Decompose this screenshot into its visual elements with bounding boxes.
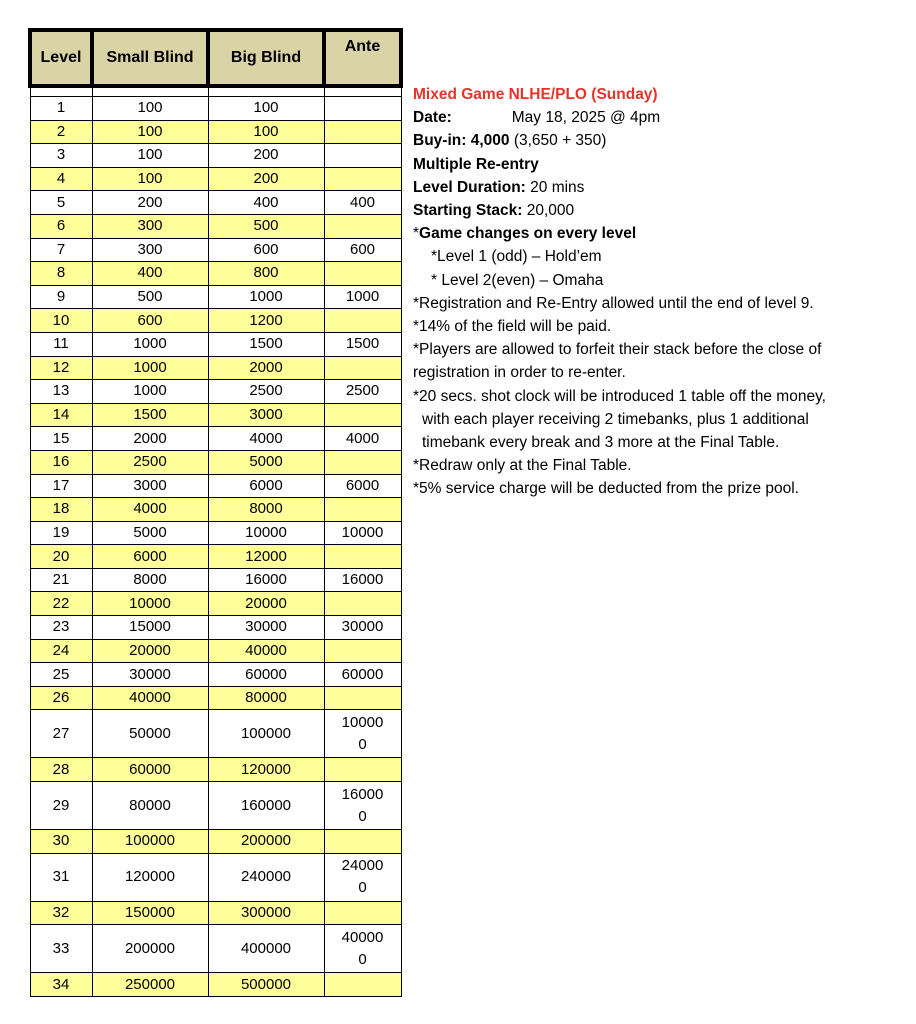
big-blind-cell: 1500 bbox=[208, 332, 324, 356]
header-small-blind: Small Blind bbox=[92, 30, 208, 86]
header-big-blind: Big Blind bbox=[208, 30, 324, 86]
table-row bbox=[30, 853, 401, 901]
small-blind-cell: 200000 bbox=[92, 925, 208, 973]
ante-cell bbox=[324, 144, 401, 168]
big-blind-cell: 100000 bbox=[208, 710, 324, 758]
small-blind-cell: 100 bbox=[92, 167, 208, 191]
small-blind-cell: 60000 bbox=[92, 758, 208, 782]
small-blind-cell: 200 bbox=[92, 191, 208, 215]
ante-cell bbox=[324, 901, 401, 925]
ante-cell bbox=[324, 262, 401, 286]
table-row bbox=[30, 782, 401, 830]
small-blind-cell: 100 bbox=[92, 144, 208, 168]
ante-cell bbox=[324, 830, 401, 854]
table-row bbox=[30, 144, 401, 168]
small-blind-cell: 20000 bbox=[92, 639, 208, 663]
table-row bbox=[30, 380, 401, 404]
big-blind-cell: 4000 bbox=[208, 427, 324, 451]
starting-stack-value: 20,000 bbox=[526, 202, 575, 220]
table-row bbox=[30, 332, 401, 356]
ante-cell bbox=[324, 545, 401, 569]
table-row bbox=[30, 545, 401, 569]
level-cell: 7 bbox=[30, 238, 92, 262]
table-row bbox=[30, 427, 401, 451]
level-cell: 23 bbox=[30, 616, 92, 640]
level-cell: 22 bbox=[30, 592, 92, 616]
ante-cell bbox=[324, 214, 401, 238]
ante-cell bbox=[324, 592, 401, 616]
big-blind-cell: 1200 bbox=[208, 309, 324, 333]
big-blind-cell: 800 bbox=[208, 262, 324, 286]
buyin-label: Buy-in: bbox=[413, 132, 467, 150]
rule-shotclock-2: with each player receiving 2 timebanks, plus 1 additional bbox=[422, 410, 809, 428]
big-blind-cell: 16000 bbox=[208, 568, 324, 592]
big-blind-cell: 500 bbox=[208, 214, 324, 238]
small-blind-cell: 300 bbox=[92, 214, 208, 238]
level-cell: 32 bbox=[30, 901, 92, 925]
big-blind-cell: 1000 bbox=[208, 285, 324, 309]
level-cell: 4 bbox=[30, 167, 92, 191]
table-row bbox=[30, 356, 401, 380]
buyin-line bbox=[413, 129, 893, 152]
starting-stack-line bbox=[413, 199, 893, 222]
big-blind-cell: 500000 bbox=[208, 973, 324, 997]
level-cell: 13 bbox=[30, 380, 92, 404]
big-blind-cell: 8000 bbox=[208, 498, 324, 522]
level-cell: 24 bbox=[30, 639, 92, 663]
rule-service: *5% service charge will be deducted from the prize pool. bbox=[413, 480, 799, 498]
table-row bbox=[30, 309, 401, 333]
level-cell: 30 bbox=[30, 830, 92, 854]
ante-cell bbox=[324, 309, 401, 333]
level-cell: 2 bbox=[30, 120, 92, 144]
rule-shotclock-3: timebank every break and 3 more at the Final Table. bbox=[422, 434, 780, 452]
ante-cell bbox=[324, 356, 401, 380]
big-blind-cell: 10000 bbox=[208, 521, 324, 545]
table-row bbox=[30, 639, 401, 663]
small-blind-cell: 50000 bbox=[92, 710, 208, 758]
level-cell: 9 bbox=[30, 285, 92, 309]
game-changes-text: Game changes on every level bbox=[419, 225, 637, 243]
small-blind-cell: 4000 bbox=[92, 498, 208, 522]
small-blind-cell: 1000 bbox=[92, 356, 208, 380]
table-row bbox=[30, 403, 401, 427]
small-blind-cell: 30000 bbox=[92, 663, 208, 687]
big-blind-cell: 200 bbox=[208, 144, 324, 168]
small-blind-cell: 2000 bbox=[92, 427, 208, 451]
buyin-breakdown: (3,650 + 350) bbox=[513, 132, 607, 150]
table-row bbox=[30, 616, 401, 640]
level-cell: 17 bbox=[30, 474, 92, 498]
level-odd-line: *Level 1 (odd) – Hold’em bbox=[431, 248, 602, 266]
level-cell: 25 bbox=[30, 663, 92, 687]
level-cell: 1 bbox=[30, 97, 92, 121]
ante-cell bbox=[324, 403, 401, 427]
small-blind-cell: 120000 bbox=[92, 853, 208, 901]
table-row bbox=[30, 710, 401, 758]
ante-cell: 400 bbox=[324, 191, 401, 215]
table-row bbox=[30, 262, 401, 286]
table-row bbox=[30, 973, 401, 997]
level-cell: 20 bbox=[30, 545, 92, 569]
big-blind-cell: 240000 bbox=[208, 853, 324, 901]
ante-cell bbox=[324, 97, 401, 121]
big-blind-cell: 30000 bbox=[208, 616, 324, 640]
big-blind-cell: 3000 bbox=[208, 403, 324, 427]
ante-cell: 600 bbox=[324, 238, 401, 262]
ante-cell: 240000 bbox=[324, 853, 401, 901]
reentry-line bbox=[413, 153, 893, 176]
ante-cell: 10000 bbox=[324, 521, 401, 545]
small-blind-cell: 3000 bbox=[92, 474, 208, 498]
rule-forfeit-2: registration in order to re-enter. bbox=[413, 364, 626, 382]
small-blind-cell: 5000 bbox=[92, 521, 208, 545]
big-blind-cell: 600 bbox=[208, 238, 324, 262]
big-blind-cell: 40000 bbox=[208, 639, 324, 663]
ante-cell: 16000 bbox=[324, 568, 401, 592]
header-spacer bbox=[30, 86, 401, 97]
game-changes-prefix: * bbox=[413, 225, 420, 243]
small-blind-cell: 1500 bbox=[92, 403, 208, 427]
date-value: May 18, 2025 @ 4pm bbox=[511, 109, 661, 127]
level-cell: 31 bbox=[30, 853, 92, 901]
big-blind-cell: 400000 bbox=[208, 925, 324, 973]
table-row bbox=[30, 214, 401, 238]
table-row bbox=[30, 97, 401, 121]
small-blind-cell: 300 bbox=[92, 238, 208, 262]
ante-cell: 4000 bbox=[324, 427, 401, 451]
small-blind-cell: 2500 bbox=[92, 450, 208, 474]
table-row bbox=[30, 663, 401, 687]
small-blind-cell: 500 bbox=[92, 285, 208, 309]
big-blind-cell: 5000 bbox=[208, 450, 324, 474]
small-blind-cell: 6000 bbox=[92, 545, 208, 569]
big-blind-cell: 100 bbox=[208, 97, 324, 121]
small-blind-cell: 100 bbox=[92, 120, 208, 144]
small-blind-cell: 150000 bbox=[92, 901, 208, 925]
level-cell: 3 bbox=[30, 144, 92, 168]
table-row bbox=[30, 686, 401, 710]
reentry-text: Multiple Re-entry bbox=[413, 155, 539, 173]
rule-redraw: *Redraw only at the Final Table. bbox=[413, 457, 632, 475]
date-line bbox=[413, 106, 893, 129]
table-row bbox=[30, 521, 401, 545]
level-even-line: * Level 2(even) – Omaha bbox=[431, 271, 604, 289]
big-blind-cell: 20000 bbox=[208, 592, 324, 616]
big-blind-cell: 6000 bbox=[208, 474, 324, 498]
small-blind-cell: 400 bbox=[92, 262, 208, 286]
rule-shotclock-1: *20 secs. shot clock will be introduced 1 table off the money, bbox=[413, 387, 826, 405]
big-blind-cell: 120000 bbox=[208, 758, 324, 782]
small-blind-cell: 8000 bbox=[92, 568, 208, 592]
table-row bbox=[30, 474, 401, 498]
small-blind-cell: 100000 bbox=[92, 830, 208, 854]
level-cell: 14 bbox=[30, 403, 92, 427]
game-changes-line bbox=[413, 222, 893, 245]
table-header-row bbox=[30, 30, 401, 86]
small-blind-cell: 1000 bbox=[92, 332, 208, 356]
small-blind-cell: 250000 bbox=[92, 973, 208, 997]
big-blind-cell: 80000 bbox=[208, 686, 324, 710]
small-blind-cell: 40000 bbox=[92, 686, 208, 710]
ante-cell bbox=[324, 450, 401, 474]
big-blind-cell: 2000 bbox=[208, 356, 324, 380]
ante-cell bbox=[324, 639, 401, 663]
ante-cell: 6000 bbox=[324, 474, 401, 498]
ante-cell: 160000 bbox=[324, 782, 401, 830]
level-cell: 19 bbox=[30, 521, 92, 545]
level-cell: 29 bbox=[30, 782, 92, 830]
header-level: Level bbox=[30, 30, 92, 86]
table-row bbox=[30, 120, 401, 144]
level-cell: 12 bbox=[30, 356, 92, 380]
tournament-title: Mixed Game NLHE/PLO (Sunday) bbox=[413, 86, 658, 103]
ante-cell bbox=[324, 120, 401, 144]
ante-cell: 1500 bbox=[324, 332, 401, 356]
level-cell: 34 bbox=[30, 973, 92, 997]
table-row bbox=[30, 830, 401, 854]
ante-cell: 2500 bbox=[324, 380, 401, 404]
date-label: Date: bbox=[413, 109, 452, 127]
rule-registration: *Registration and Re-Entry allowed until the end of level 9. bbox=[413, 294, 814, 312]
table-row bbox=[30, 925, 401, 973]
level-cell: 5 bbox=[30, 191, 92, 215]
rule-paid: *14% of the field will be paid. bbox=[413, 318, 612, 336]
big-blind-cell: 60000 bbox=[208, 663, 324, 687]
table-row bbox=[30, 498, 401, 522]
level-cell: 10 bbox=[30, 309, 92, 333]
level-cell: 21 bbox=[30, 568, 92, 592]
level-cell: 16 bbox=[30, 450, 92, 474]
big-blind-cell: 160000 bbox=[208, 782, 324, 830]
table-row bbox=[30, 901, 401, 925]
ante-cell bbox=[324, 686, 401, 710]
level-duration-line bbox=[413, 176, 893, 199]
table-row bbox=[30, 568, 401, 592]
ante-cell: 1000 bbox=[324, 285, 401, 309]
small-blind-cell: 100 bbox=[92, 97, 208, 121]
table-row bbox=[30, 167, 401, 191]
big-blind-cell: 100 bbox=[208, 120, 324, 144]
small-blind-cell: 80000 bbox=[92, 782, 208, 830]
table-row bbox=[30, 285, 401, 309]
level-cell: 27 bbox=[30, 710, 92, 758]
level-cell: 8 bbox=[30, 262, 92, 286]
table-row bbox=[30, 758, 401, 782]
ante-cell bbox=[324, 498, 401, 522]
header-ante: Ante bbox=[324, 30, 401, 86]
ante-cell: 60000 bbox=[324, 663, 401, 687]
small-blind-cell: 600 bbox=[92, 309, 208, 333]
small-blind-cell: 15000 bbox=[92, 616, 208, 640]
big-blind-cell: 200000 bbox=[208, 830, 324, 854]
big-blind-cell: 400 bbox=[208, 191, 324, 215]
ante-cell bbox=[324, 758, 401, 782]
level-cell: 15 bbox=[30, 427, 92, 451]
level-duration-label: Level Duration: bbox=[413, 178, 526, 196]
level-duration-value: 20 mins bbox=[530, 178, 585, 196]
big-blind-cell: 300000 bbox=[208, 901, 324, 925]
blind-structure-table bbox=[28, 28, 403, 997]
level-cell: 33 bbox=[30, 925, 92, 973]
ante-cell bbox=[324, 167, 401, 191]
small-blind-cell: 10000 bbox=[92, 592, 208, 616]
ante-cell: 30000 bbox=[324, 616, 401, 640]
level-cell: 6 bbox=[30, 214, 92, 238]
ante-cell: 400000 bbox=[324, 925, 401, 973]
tournament-info bbox=[413, 83, 893, 501]
big-blind-cell: 2500 bbox=[208, 380, 324, 404]
buyin-amount: 4,000 bbox=[470, 132, 510, 150]
level-cell: 11 bbox=[30, 332, 92, 356]
rule-forfeit-1: *Players are allowed to forfeit their stack before the close of bbox=[413, 341, 822, 359]
level-cell: 26 bbox=[30, 686, 92, 710]
table-row bbox=[30, 592, 401, 616]
ante-cell: 100000 bbox=[324, 710, 401, 758]
table-row bbox=[30, 191, 401, 215]
starting-stack-label: Starting Stack: bbox=[413, 202, 523, 220]
big-blind-cell: 12000 bbox=[208, 545, 324, 569]
table-row bbox=[30, 450, 401, 474]
ante-cell bbox=[324, 973, 401, 997]
small-blind-cell: 1000 bbox=[92, 380, 208, 404]
big-blind-cell: 200 bbox=[208, 167, 324, 191]
table-row bbox=[30, 238, 401, 262]
table-body bbox=[30, 86, 401, 996]
level-cell: 28 bbox=[30, 758, 92, 782]
level-cell: 18 bbox=[30, 498, 92, 522]
